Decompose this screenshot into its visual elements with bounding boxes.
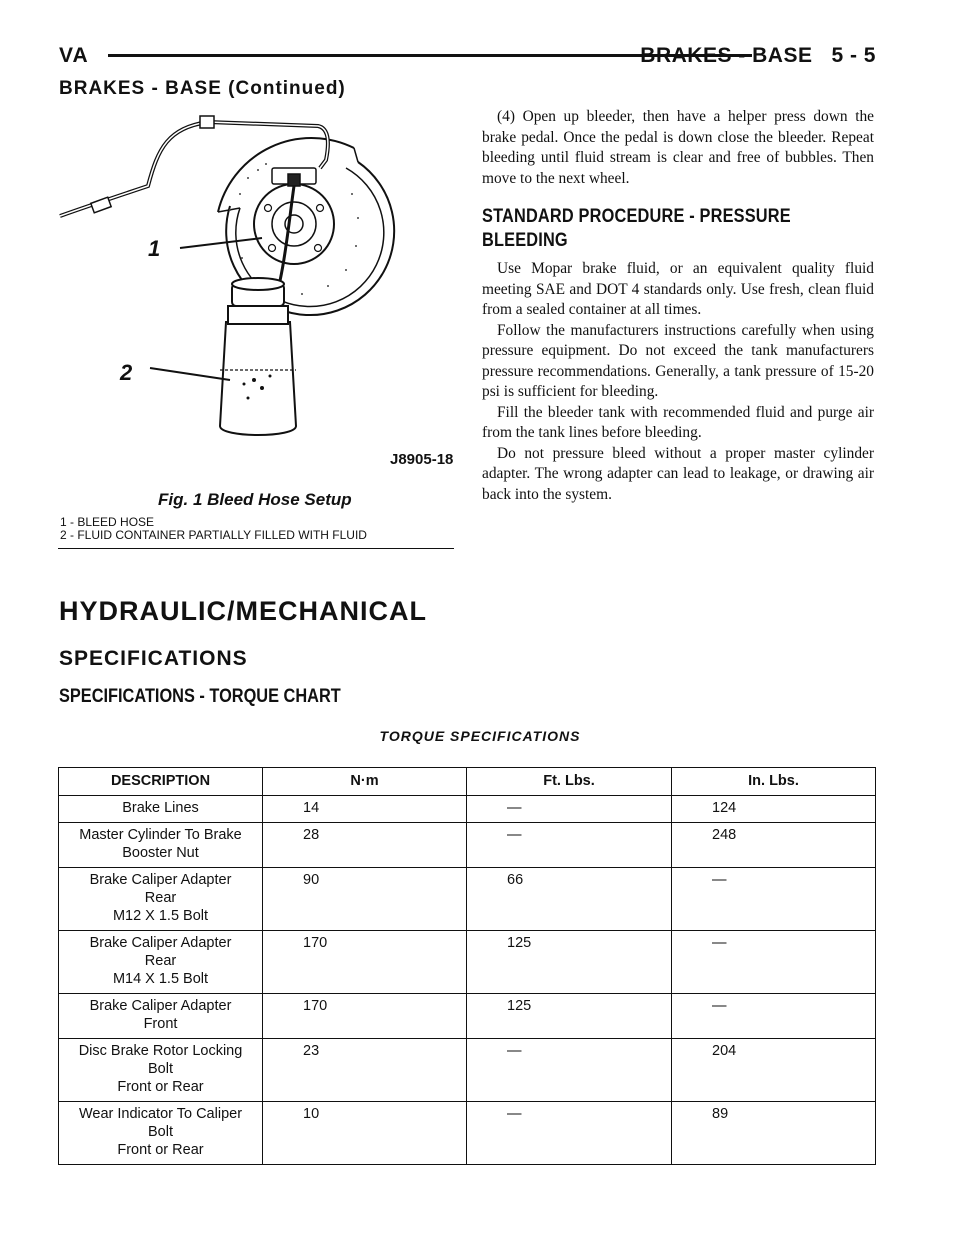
description-line: Brake Caliper Adapter bbox=[89, 935, 232, 951]
description-line: Rear bbox=[144, 953, 177, 969]
table-row bbox=[59, 931, 876, 994]
figure-rule bbox=[58, 548, 454, 549]
cell-nm: 14 bbox=[263, 796, 467, 823]
cell-description bbox=[59, 931, 263, 994]
description-line: Front bbox=[143, 1016, 178, 1032]
body-paragraph: Follow the manufacturers instructions carefully when using pressure equipment. Do not exceed the tank manufacturers pressure recommendations. Generally, a tank pressure of 15-20 psi is sufficient for bleeding. bbox=[482, 321, 874, 400]
table-row bbox=[59, 1039, 876, 1102]
body-paragraph: Do not pressure bleed without a proper master cylinder adapter. The wrong adapter can lead to leakage, or drawing air back into the system. bbox=[482, 444, 874, 503]
description-line: M12 X 1.5 Bolt bbox=[112, 908, 209, 924]
description-line: Bolt bbox=[148, 1124, 173, 1140]
description-line: Rear bbox=[144, 890, 177, 906]
step-4-paragraph: (4) Open up bleeder, then have a helper press down the brake pedal. Once the pedal is down close the bleeder. Repeat bleeding until fluid stream is clear and free of bubbles. Then move to the next wheel. bbox=[482, 108, 874, 187]
description-line: Master Cylinder To Brake bbox=[79, 827, 242, 843]
cell-nm: 90 bbox=[263, 868, 467, 931]
table-row bbox=[59, 868, 876, 931]
table-row bbox=[59, 823, 876, 868]
running-header-left: VA bbox=[59, 44, 89, 67]
figure-bleed-hose-setup bbox=[58, 108, 454, 548]
cell-description bbox=[59, 796, 263, 823]
cell-nm: 170 bbox=[263, 931, 467, 994]
section-heading-torque-chart: SPECIFICATIONS - TORQUE CHART bbox=[59, 686, 341, 707]
figure-code: J8905-18 bbox=[390, 451, 454, 468]
svg-text:2: 2 bbox=[120, 360, 133, 385]
cell-in-lbs: 124 bbox=[672, 796, 876, 823]
description-line: Brake Lines bbox=[122, 800, 199, 816]
right-column bbox=[482, 107, 874, 505]
cell-in-lbs: — bbox=[672, 931, 876, 994]
description-line: Brake Caliper Adapter bbox=[89, 998, 232, 1014]
description-line: Front or Rear bbox=[117, 1079, 204, 1095]
description-line: Front or Rear bbox=[117, 1142, 204, 1158]
section-heading-specifications: SPECIFICATIONS bbox=[59, 647, 248, 670]
table-row bbox=[59, 1102, 876, 1165]
cell-in-lbs: 89 bbox=[672, 1102, 876, 1165]
cell-description bbox=[59, 823, 263, 868]
cell-ft-lbs: 125 bbox=[467, 931, 672, 994]
torque-specifications-table bbox=[58, 767, 876, 1165]
cell-description bbox=[59, 868, 263, 931]
cell-in-lbs: — bbox=[672, 994, 876, 1039]
column-header-in-lbs: In. Lbs. bbox=[672, 768, 876, 796]
cell-ft-lbs: — bbox=[467, 1039, 672, 1102]
description-line: M14 X 1.5 Bolt bbox=[112, 971, 209, 987]
description-line: Bolt bbox=[148, 1061, 173, 1077]
description-line: Brake Caliper Adapter bbox=[89, 872, 232, 888]
legend-item: 1 - BLEED HOSE bbox=[60, 515, 155, 529]
cell-nm: 28 bbox=[263, 823, 467, 868]
cell-description bbox=[59, 994, 263, 1039]
column-header-description: DESCRIPTION bbox=[59, 768, 263, 796]
figure-caption: Fig. 1 Bleed Hose Setup bbox=[158, 490, 352, 509]
description-line: Disc Brake Rotor Locking bbox=[78, 1043, 243, 1059]
cell-description bbox=[59, 1039, 263, 1102]
svg-text:1: 1 bbox=[148, 236, 161, 261]
callout-1 bbox=[148, 236, 262, 261]
column-header-ft-lbs: Ft. Lbs. bbox=[467, 768, 672, 796]
bleed-hose-illustration bbox=[58, 108, 454, 480]
figure-legend bbox=[60, 516, 367, 542]
cell-description bbox=[59, 1102, 263, 1165]
body-paragraph: Fill the bleeder tank with recommended fluid and purge air from the tank lines before bleeding. bbox=[482, 403, 874, 441]
cell-in-lbs: — bbox=[672, 868, 876, 931]
body-paragraph: Use Mopar brake fluid, or an equivalent quality fluid meeting SAE and DOT 4 standards only. Use fresh, clean fluid from a sealed container at all times. bbox=[482, 260, 874, 318]
cell-nm: 23 bbox=[263, 1039, 467, 1102]
cell-ft-lbs: — bbox=[467, 823, 672, 868]
cell-nm: 10 bbox=[263, 1102, 467, 1165]
cell-ft-lbs: — bbox=[467, 1102, 672, 1165]
pressure-bleeding-heading: STANDARD PROCEDURE - PRESSURE BLEEDING bbox=[482, 206, 791, 251]
section-heading-hydraulic: HYDRAULIC/MECHANICAL bbox=[59, 596, 427, 626]
continued-heading: BRAKES - BASE (Continued) bbox=[59, 78, 346, 99]
column-header-nm: N·m bbox=[263, 768, 467, 796]
legend-item: 2 - FLUID CONTAINER PARTIALLY FILLED WITH FLUID bbox=[60, 528, 367, 542]
table-row bbox=[59, 994, 876, 1039]
description-line: Booster Nut bbox=[122, 845, 199, 861]
cell-in-lbs: 248 bbox=[672, 823, 876, 868]
cell-ft-lbs: — bbox=[467, 796, 672, 823]
running-header-right: BRAKES - BASE 5 - 5 bbox=[640, 44, 876, 67]
cell-nm: 170 bbox=[263, 994, 467, 1039]
cell-ft-lbs: 66 bbox=[467, 868, 672, 931]
table-header-row bbox=[59, 768, 876, 796]
cell-in-lbs: 204 bbox=[672, 1039, 876, 1102]
description-line: Wear Indicator To Caliper bbox=[78, 1106, 243, 1122]
callout-2 bbox=[119, 360, 230, 385]
cell-ft-lbs: 125 bbox=[467, 994, 672, 1039]
table-title: TORQUE SPECIFICATIONS bbox=[379, 728, 581, 744]
table-row bbox=[59, 796, 876, 823]
